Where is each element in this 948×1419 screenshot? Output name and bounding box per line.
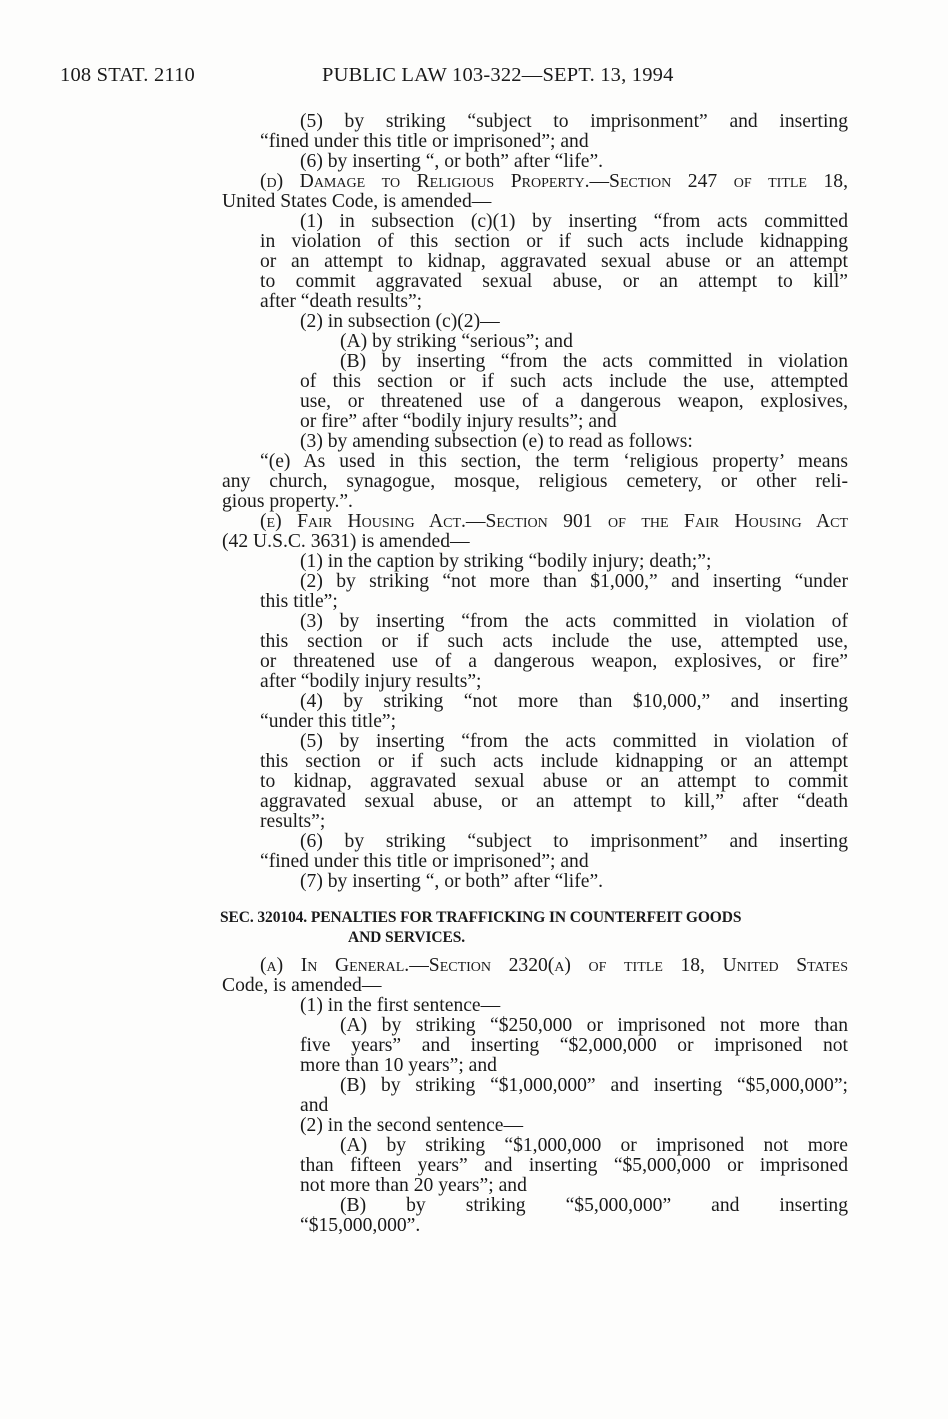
text-line: (6) by striking “subject to imprisonment” and inserting [300, 831, 848, 852]
text-line: “$15,000,000”. [300, 1215, 421, 1236]
text-line: or fire” after “bodily injury results”; and [300, 411, 617, 432]
text-line: of this section or if such acts include the use, attempted [300, 371, 848, 392]
text-line: this section or if such acts include the use, attempted use, [260, 631, 848, 652]
text-line: (1) in the caption by striking “bodily injury; death;”; [300, 551, 712, 572]
document-body [222, 112, 848, 1236]
text-line: “(e) As used in this section, the term ‘religious property’ means [260, 451, 848, 472]
text-line: gious property.”. [222, 491, 353, 512]
text-line: than fifteen years” and inserting “$5,000,000 or imprisoned [300, 1155, 848, 1176]
text-line: or an attempt to kidnap, aggravated sexual abuse or an attempt [260, 251, 848, 272]
text-line: after “bodily injury results”; [260, 671, 482, 692]
text-line: to kidnap, aggravated sexual abuse or an attempt to commit [260, 771, 848, 792]
text-line: “fined under this title or imprisoned”; and [260, 131, 589, 152]
text-line: Code, is amended— [222, 975, 382, 996]
text-line: (42 U.S.C. 3631) is amended— [222, 531, 470, 552]
text-line: aggravated sexual abuse, or an attempt to kill,” after “death [260, 791, 848, 812]
text-line: not more than 20 years”; and [300, 1175, 527, 1196]
text-line: “under this title”; [260, 711, 397, 732]
text-line: (4) by striking “not more than $10,000,” and inserting [300, 691, 848, 712]
text-line: use, or threatened use of a dangerous weapon, explosives, [300, 391, 848, 412]
text-line: (A) by striking “$250,000 or imprisoned not more than [340, 1015, 848, 1036]
text-line: (2) in subsection (c)(2)— [300, 311, 500, 332]
text-line: (1) in the first sentence— [300, 995, 501, 1016]
text-line: United States Code, is amended— [222, 191, 492, 212]
section-heading-continued: AND SERVICES. [348, 929, 466, 946]
text-line: (3) by inserting “from the acts committed in violation of [300, 611, 848, 632]
subsection-heading-in-general: (a) In General.—Section 2320(a) of title 18, United States [260, 955, 848, 976]
text-line: (6) by inserting “, or both” after “life”. [300, 151, 604, 172]
text-line: (B) by striking “$5,000,000” and inserting [340, 1195, 848, 1216]
text-line: five years” and inserting “$2,000,000 or imprisoned not [300, 1035, 848, 1056]
public-law-title: PUBLIC LAW 103-322—SEPT. 13, 1994 [322, 64, 674, 86]
text-line: any church, synagogue, mosque, religious cemetery, or other reli- [222, 471, 848, 492]
text-line: to commit aggravated sexual abuse, or an attempt to kill” [260, 271, 848, 292]
text-line: results”; [260, 811, 326, 832]
text-line: in violation of this section or if such acts include kidnapping [260, 231, 848, 252]
section-heading: SEC. 320104. PENALTIES FOR TRAFFICKING IN COUNTERFEIT GOODS [220, 909, 742, 926]
text-line: (B) by inserting “from the acts committed in violation [340, 351, 848, 372]
text-line: this section or if such acts include kidnapping or an attempt [260, 751, 848, 772]
text-line: (1) in subsection (c)(1) by inserting “from acts committed [300, 211, 848, 232]
text-line: and [300, 1095, 329, 1116]
text-line: (2) in the second sentence— [300, 1115, 524, 1136]
text-line: (5) by striking “subject to imprisonment” and inserting [300, 111, 848, 132]
text-line: after “death results”; [260, 291, 423, 312]
text-line: (A) by striking “$1,000,000 or imprisoned not more [340, 1135, 848, 1156]
running-header [60, 64, 860, 90]
text-line: or threatened use of a dangerous weapon, explosives, or fire” [260, 651, 848, 672]
subsection-heading-fair-housing-act: (e) Fair Housing Act.—Section 901 of the Fair Housing Act [260, 511, 848, 532]
text-line: (B) by striking “$1,000,000” and inserting “$5,000,000”; [340, 1075, 848, 1096]
text-line: this title”; [260, 591, 338, 612]
text-line: (2) by striking “not more than $1,000,” and inserting “under [300, 571, 848, 592]
text-line: (5) by inserting “from the acts committed in violation of [300, 731, 848, 752]
text-line: (7) by inserting “, or both” after “life”. [300, 871, 604, 892]
text-line: “fined under this title or imprisoned”; and [260, 851, 589, 872]
text-line: (3) by amending subsection (e) to read as follows: [300, 431, 693, 452]
text-line: more than 10 years”; and [300, 1055, 497, 1076]
subsection-heading-damage-to-religious-property: (d) Damage to Religious Property.—Section 247 of title 18, [260, 171, 848, 192]
statute-citation: 108 STAT. 2110 [60, 64, 195, 86]
text-line: (A) by striking “serious”; and [340, 331, 573, 352]
